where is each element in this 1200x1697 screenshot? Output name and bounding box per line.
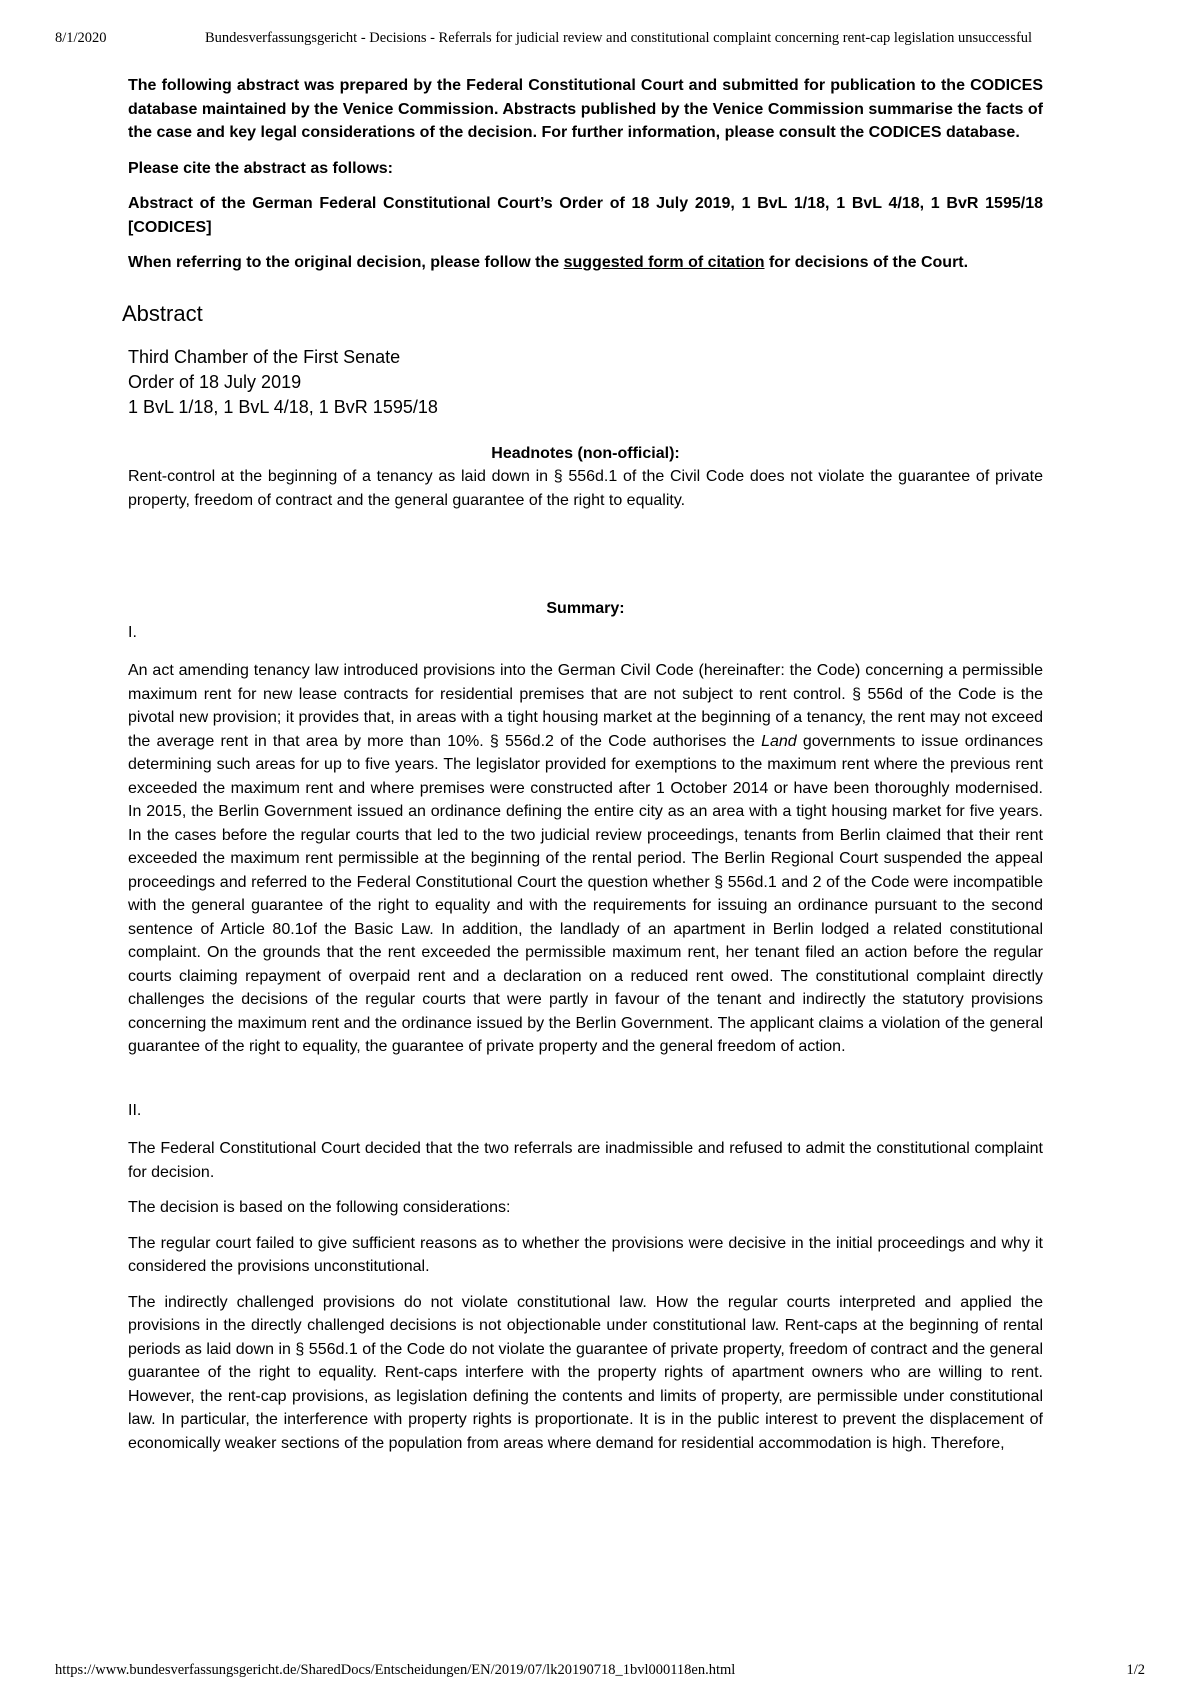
section-1-number: I. xyxy=(128,623,137,641)
section-2-paragraph-4: The indirectly challenged provisions do not violate constitutional law. How the regular courts interpreted and applied the provisions in the directly challenged decisions is not objectionable under constitutional law. Rent-caps at the beginning of rental periods as laid down in § 556d.1 of the Code do not violate the guarantee of private property, freedom of contract and the general guarantee of the right to equality. Rent-caps interfere with the property rights of apartment owners who are willing to rent. However, the rent-cap provisions, as legislation defining the contents and limits of property, are permissible under constitutional law. In particular, the interference with property rights is proportionate. It is in the public interest to prevent the displacement of economically weaker sections of the population from areas where demand for residential accommodation is high. Therefore, xyxy=(128,1293,1043,1452)
land-term: Land xyxy=(761,732,797,750)
notice-intro: The following abstract was prepared by the Federal Constitutional Court and submitted for publication to the CODICES database maintained by the Venice Commission. Abstracts published by the Venice Commission summarise the facts of the case and key legal considerations of the decision. For further information, please consult the CODICES database. xyxy=(128,77,1043,141)
document-content xyxy=(122,74,1043,1455)
print-url: https://www.bundesverfassungsgericht.de/SharedDocs/Entscheidungen/EN/2019/07/lk20190718_1bvl000118en.html xyxy=(55,1662,736,1678)
section-2-paragraph-3: The regular court failed to give sufficient reasons as to whether the provisions were decisive in the initial proceedings and why it considered the provisions unconstitutional. xyxy=(128,1234,1043,1275)
section-2-number: II. xyxy=(128,1101,142,1119)
headnotes-heading: Headnotes (non-official): xyxy=(491,444,680,462)
section-1-text-b: governments to issue ordinances determining such areas for up to five years. The legislator provided for exemptions to the maximum rent where the previous rent exceeded the maximum rent and where premises were constructed after 1 October 2014 or have been thoroughly modernised. In 2015, the Berlin Government issued an ordinance defining the entire city as an area with a tight housing market for five years. In the cases before the regular courts that led to the two judicial review proceedings, tenants from Berlin claimed that their rent exceeded the maximum rent permissible at the beginning of the rental period. The Berlin Regional Court suspended the appeal proceedings and referred to the Federal Constitutional Court the question whether § 556d.1 and 2 of the Code were incompatible with the general guarantee of the right to equality and with the requirements for issuing an ordinance pursuant to the second sentence of Article 80.1of the Basic Law. In addition, the landlady of an apartment in Berlin lodged a related constitutional complaint. On the grounds that the rent exceeded the permissible maximum rent, her tenant filed an action before the regular courts claiming repayment of overpaid rent and a declaration on a reduced rent owed. The constitutional complaint directly challenges the decisions of the regular courts that were partly in favour of the tenant and indirectly the statutory provisions concerning the maximum rent and the ordinance issued by the Berlin Government. The applicant claims a violation of the general guarantee of the right to equality, the guarantee of private property and the general freedom of action. xyxy=(128,732,1043,1055)
referring-after: for decisions of the Court. xyxy=(764,254,969,271)
order-date: Order of 18 July 2019 xyxy=(128,371,302,392)
section-1-text-a: An act amending tenancy law introduced provisions into the German Civil Code (hereinafter: the Code) concerning a permissible maximum rent for new lease contracts for residential premises that are not subject to rent control. § 556d of the Code is the pivotal new provision; it provides that, in areas with a tight housing market at the beginning of a tenancy, the rent may not exceed the average rent in that area by more than 10%. § 556d.2 of the Code authorises the xyxy=(128,662,1043,750)
summary-heading: Summary: xyxy=(546,600,625,617)
print-page-title: Bundesverfassungsgericht - Decisions - Referrals for judicial review and constitutional complaint concerning rent-cap legislation unsuccessful xyxy=(205,30,1033,46)
section-2-paragraph-1: The Federal Constitutional Court decided that the two referrals are inadmissible and refused to admit the constitutional complaint for decision. xyxy=(128,1140,1043,1181)
headnotes-text: Rent-control at the beginning of a tenancy as laid down in § 556d.1 of the Civil Code does not violate the guarantee of private property, freedom of contract and the general guarantee of the right to equality. xyxy=(128,468,1043,509)
referring-before: When referring to the original decision, please follow the xyxy=(128,254,564,271)
chamber: Third Chamber of the First Senate xyxy=(128,346,401,367)
suggested-citation-link[interactable]: suggested form of citation xyxy=(563,254,765,271)
case-numbers: 1 BvL 1/18, 1 BvL 4/18, 1 BvR 1595/18 xyxy=(128,396,438,417)
section-2-paragraph-2: The decision is based on the following considerations: xyxy=(128,1199,511,1216)
notice-referring xyxy=(128,251,1043,275)
print-date: 8/1/2020 xyxy=(55,30,107,46)
notice-cite-prompt: Please cite the abstract as follows: xyxy=(128,159,393,177)
codices-notice xyxy=(128,74,1043,275)
print-footer xyxy=(55,1662,1145,1682)
print-header xyxy=(55,30,1145,50)
notice-citation: Abstract of the German Federal Constitutional Court’s Order of 18 July 2019, 1 BvL 1/18, 1 BvL 4/18, 1 BvR 1595/18 [CODICES] xyxy=(128,195,1043,236)
case-meta xyxy=(128,345,1043,420)
section-1-text xyxy=(128,659,1043,1059)
abstract-heading: Abstract xyxy=(122,300,203,326)
page-number: 1/2 xyxy=(1126,1662,1145,1678)
